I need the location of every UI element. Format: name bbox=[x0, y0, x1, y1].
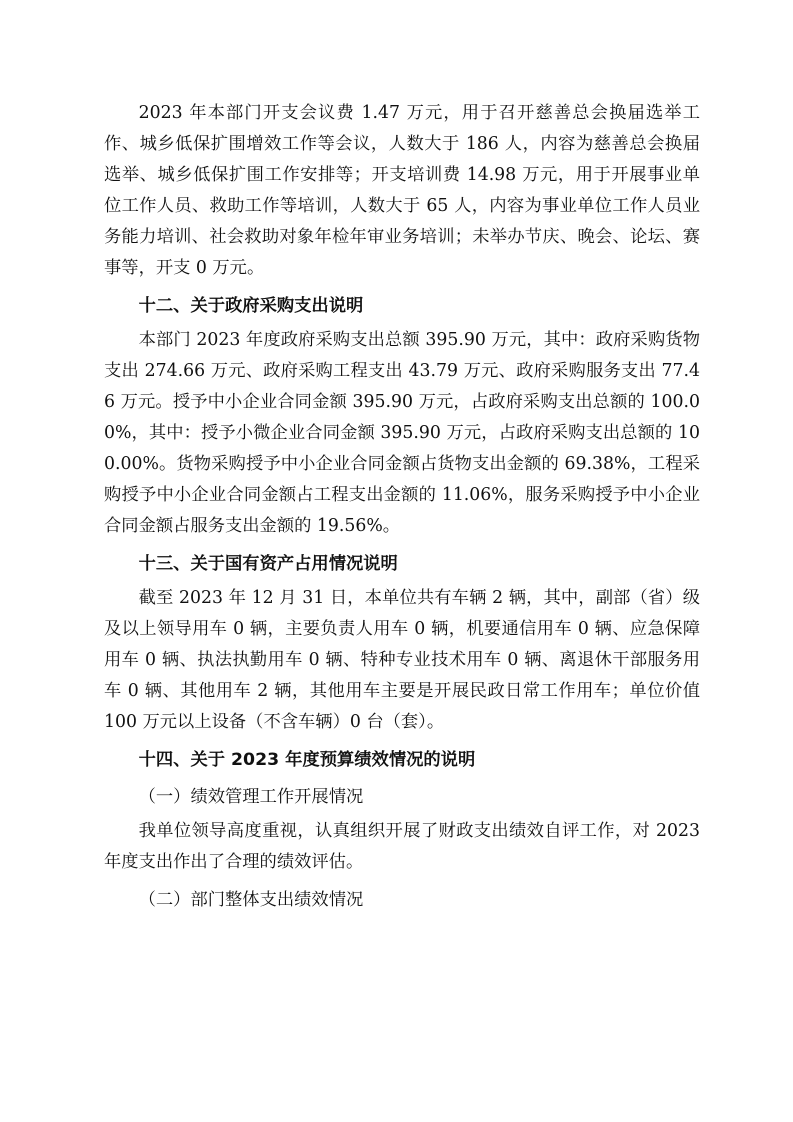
paragraph-meeting-training-expenses: 2023 年本部门开支会议费 1.47 万元，用于召开慈善总会换届选举工作、城乡低保扩围增效工作等会议，人数大于 186 人，内容为慈善总会换届选举、城乡低保扩围工作安排等；开支培训费 14.98 万元，用于开展事业单位工作人员、救助工作等培训，人数大于 65 人，内容为事业单位工作人员业务能力培训、社会救助对象年检年审业务培训；未举办节庆、晚会、论坛、赛事等，开支 0 万元。 bbox=[104, 103, 700, 278]
section-heading-performance: 十四、关于 2023 年度预算绩效情况的说明 bbox=[138, 750, 476, 770]
document-body bbox=[104, 98, 700, 919]
section-heading-state-assets: 十三、关于国有资产占用情况说明 bbox=[138, 554, 398, 574]
paragraph-procurement: 本部门 2023 年度政府采购支出总额 395.90 万元，其中：政府采购货物支出 274.66 万元、政府采购工程支出 43.79 万元、政府采购服务支出 77.46 万元。授予中小企业合同金额 395.90 万元，占政府采购支出总额的 100.00%，其中：授予小微企业合同金额 395.90 万元，占政府采购支出总额的 100.00%。货物采购授予中小企业合同金额占货物支出金额的 69.38%，工程采购授予中小企业合同金额占工程支出金额的 11.06%，服务采购授予中小企业合同金额占服务支出金额的 19.56%。 bbox=[104, 330, 700, 536]
section-heading-procurement: 十二、关于政府采购支出说明 bbox=[138, 296, 364, 316]
paragraph-performance-management: 我单位领导高度重视，认真组织开展了财政支出绩效自评工作，对 2023 年度支出作出了合理的绩效评估。 bbox=[104, 821, 700, 872]
paragraph-state-assets: 截至 2023 年 12 月 31 日，本单位共有车辆 2 辆，其中，副部（省）级及以上领导用车 0 辆，主要负责人用车 0 辆，机要通信用车 0 辆、应急保障用车 0 辆、执法执勤用车 0 辆、特种专业技术用车 0 辆、离退休干部服务用车 0 辆、其他用车 2 辆，其他用车主要是开展民政日常工作用车；单位价值 100 万元以上设备（不含车辆）0 台（套）。 bbox=[104, 588, 700, 732]
subsection-heading-management: （一）绩效管理工作开展情况 bbox=[138, 787, 364, 807]
subsection-heading-overall-expenditure: （二）部门整体支出绩效情况 bbox=[138, 890, 364, 910]
